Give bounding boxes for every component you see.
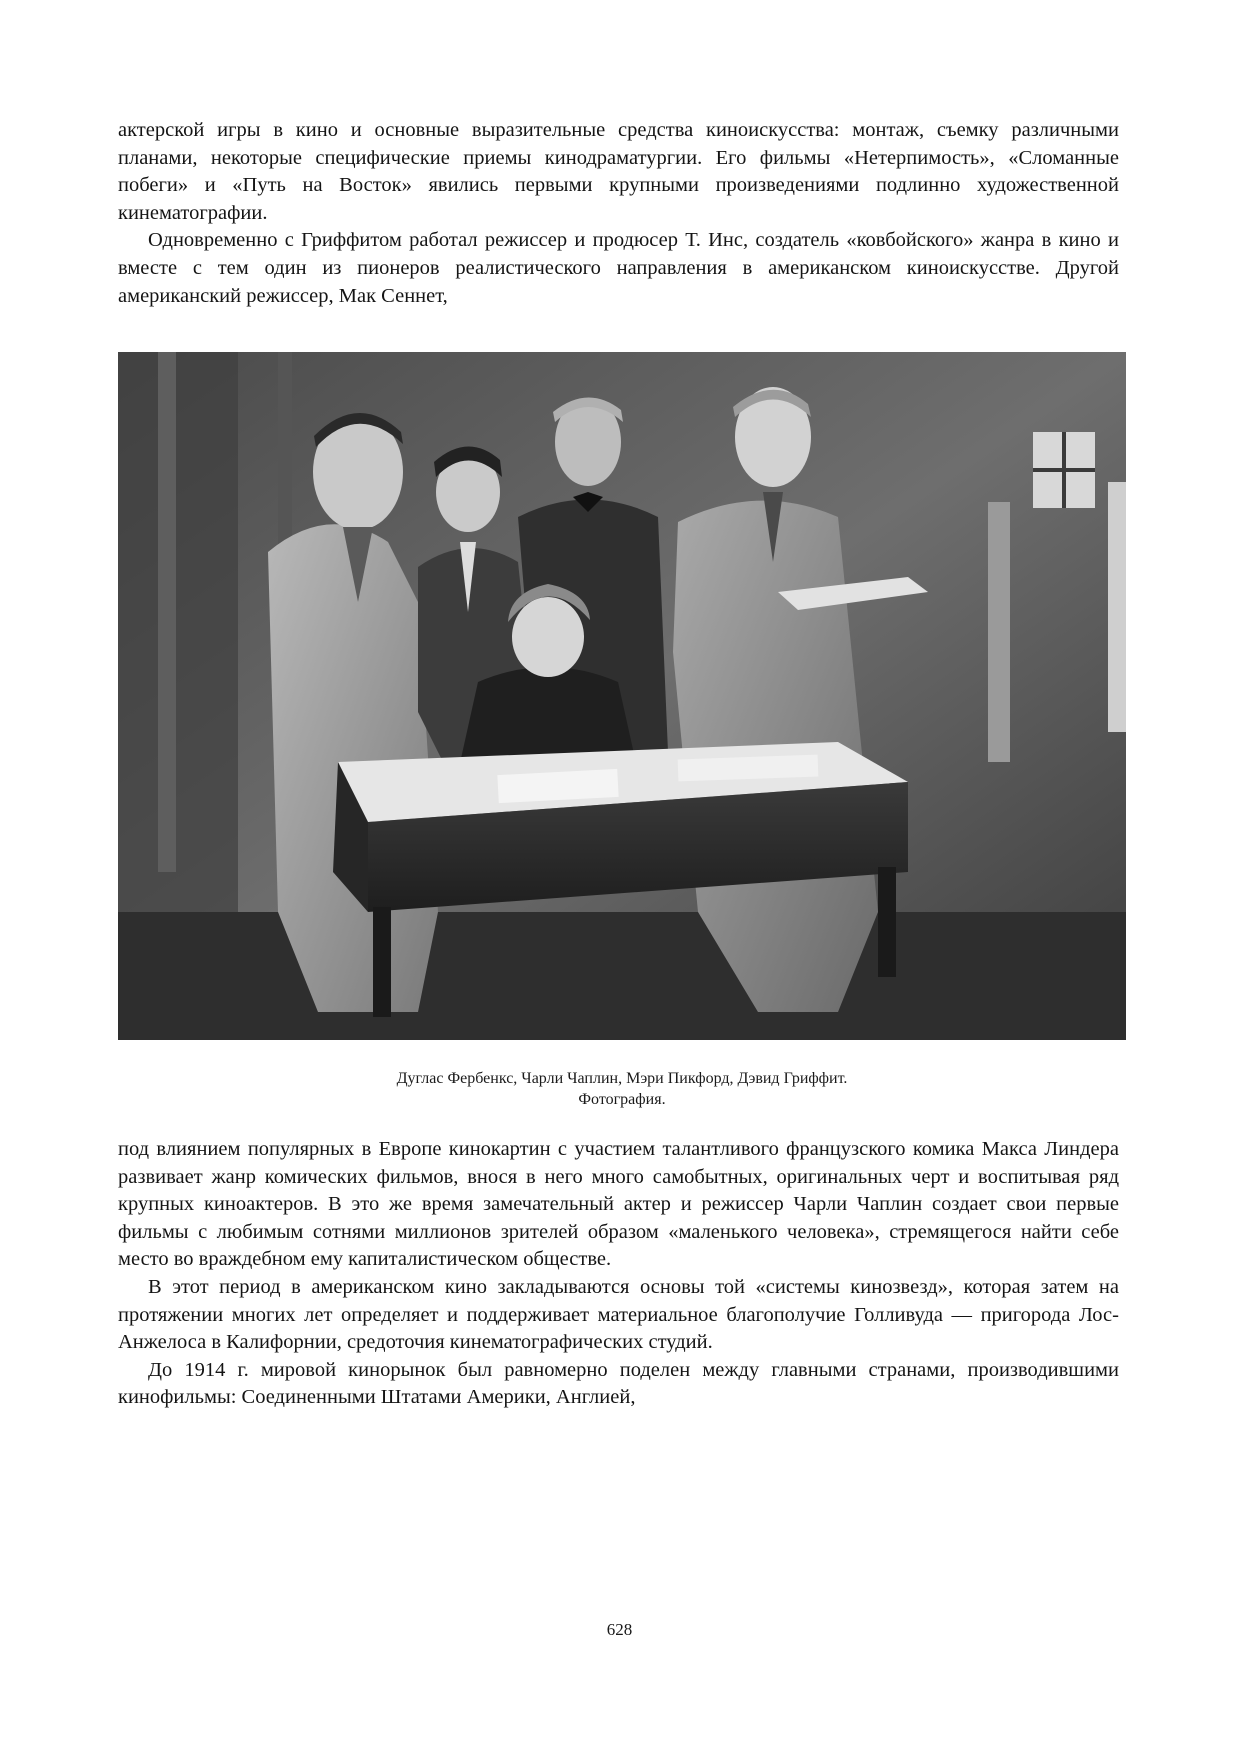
- paragraph-film-market: До 1914 г. мировой кинорынок был равномерно поделен между главными странами, производившими кинофильмы: Соединенными Штатами Америки, Англией,: [118, 1358, 1119, 1409]
- bottom-text-block: [118, 1136, 1119, 1412]
- caption-type: Фотография.: [578, 1091, 666, 1108]
- paragraph-ince-sennett: Одновременно с Гриффитом работал режиссер и продюсер Т. Инс, создатель «ковбойского» жанра в кино и вместе с тем один из пионеров реалистического направления в американском киноискусстве. Другой американский режиссер, Мак Сеннет,: [118, 229, 1119, 307]
- page-number: 628: [606, 1620, 633, 1639]
- paragraph-star-system: В этот период в американском кино закладываются основы той «системы кинозвезд», которая затем на протяжении многих лет определяет и поддерживает материальное благополучие Голливуда — пригорода Лос-Анжелоса в Калифорнии, средоточия кинематографических студий.: [118, 1275, 1119, 1354]
- photo-illustration: [118, 352, 1126, 1040]
- photo-caption: [118, 1068, 1126, 1110]
- paragraph-linder-chaplin: под влиянием популярных в Европе кинокартин с участием талантливого французского комика Макса Линдера развивает жанр комических фильмов, внося в него много самобытных, оригинальных черт и воспитывая ряд крупных киноактеров. В это же время замечательный актер и режиссер Чарли Чаплин создает свои первые фильмы с любимым сотнями миллионов зрителей образом «маленького человека», стремящегося найти себе место во враждебном ему капиталистическом обществе.: [118, 1138, 1119, 1271]
- top-text-block: [118, 117, 1119, 310]
- caption-names: Дуглас Фербенкс, Чарли Чаплин, Мэри Пикфорд, Дэвид Гриффит.: [396, 1070, 848, 1087]
- historical-photograph: [118, 352, 1126, 1040]
- paragraph-griffith-films: актерской игры в кино и основные выразительные средства киноискусства: монтаж, съемку различными планами, некоторые специфические приемы кинодраматургии. Его фильмы «Нетерпимость», «Сломанные побеги» и «Путь на Восток» явились первыми крупными произведениями подлинно художественной кинематографии.: [118, 119, 1119, 224]
